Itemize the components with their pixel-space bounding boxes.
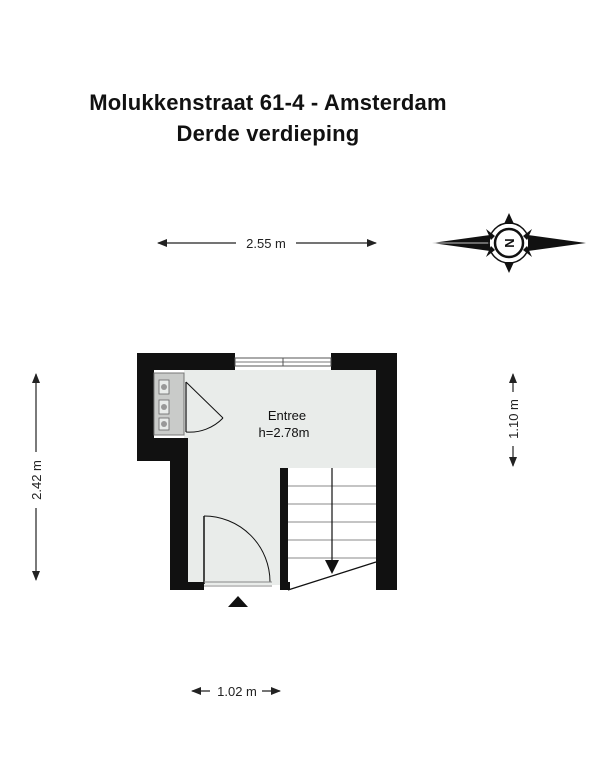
dimension-right-height-label: 1.10 m <box>506 399 521 439</box>
dimension-left-height-label: 2.42 m <box>29 460 44 500</box>
top-window <box>235 358 331 366</box>
address-title: Molukkenstraat 61-4 - Amsterdam <box>89 90 447 115</box>
dimension-bottom-width-label: 1.02 m <box>217 684 257 699</box>
meter-cupboard <box>154 373 184 435</box>
dimension-top-width <box>158 236 376 251</box>
compass-north-label: N <box>502 238 517 248</box>
dimension-top-width-label: 2.55 m <box>246 236 286 251</box>
room-height-label: h=2.78m <box>258 425 310 440</box>
dimension-right-height <box>506 374 521 466</box>
compass-rose-icon <box>432 213 586 273</box>
room-name-label: Entree <box>267 408 307 423</box>
entrance-arrow-icon <box>228 596 248 607</box>
floor-title: Derde verdieping <box>176 121 360 146</box>
dimension-left-height <box>29 374 44 580</box>
dimension-bottom-width <box>192 684 280 699</box>
